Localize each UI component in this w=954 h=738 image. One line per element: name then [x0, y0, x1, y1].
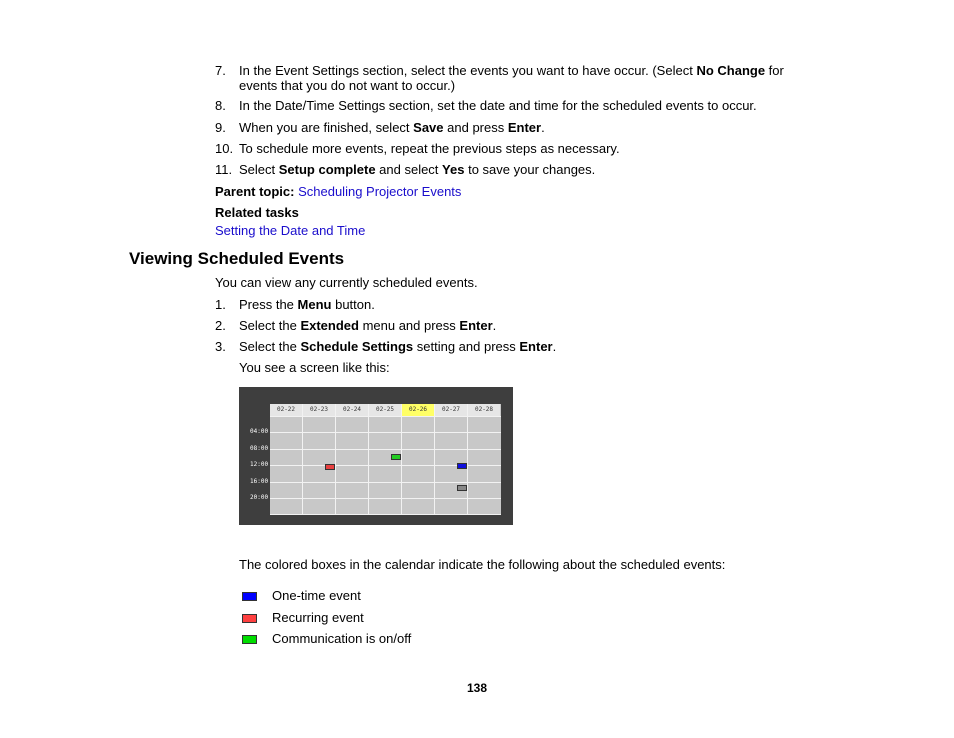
- recurring-event-marker: [325, 464, 335, 470]
- day-header: 02-23: [303, 404, 335, 416]
- grid-row-line: [270, 449, 501, 450]
- step-text: In the Date/Time Settings section, set the date and time for the scheduled events to occur.: [239, 98, 757, 113]
- schedule-calendar-grid: [270, 404, 501, 514]
- day-header: 02-27: [435, 404, 467, 416]
- schedule-settings-screen: [239, 387, 513, 525]
- step-text: To schedule more events, repeat the previous steps as necessary.: [239, 141, 620, 156]
- grid-row-line: [270, 416, 501, 417]
- step-text: Press the Menu button.: [239, 297, 375, 312]
- see-screen-text: You see a screen like this:: [239, 360, 390, 375]
- time-label: 12:00: [250, 461, 269, 469]
- day-header: 02-24: [336, 404, 368, 416]
- step-text: Select the Extended menu and press Enter.: [239, 318, 497, 333]
- step-number: 11.: [215, 162, 233, 177]
- communication-event-marker: [391, 454, 401, 460]
- step-number: 3.: [215, 339, 226, 354]
- grid-row-line: [270, 432, 501, 433]
- parent-topic-label: Parent topic:: [215, 184, 295, 199]
- one-time-event-marker: [457, 463, 467, 469]
- recurring-event-swatch: [242, 614, 257, 623]
- section-intro: You can view any currently scheduled events.: [215, 275, 478, 290]
- legend-intro: The colored boxes in the calendar indicate the following about the scheduled events:: [239, 557, 726, 572]
- legend-label: Communication is on/off: [272, 631, 412, 646]
- step-number: 7.: [215, 63, 226, 78]
- grid-row-line: [270, 498, 501, 499]
- day-header: 02-25: [369, 404, 401, 416]
- communication-swatch: [242, 635, 257, 644]
- step-number: 10.: [215, 141, 234, 156]
- grid-row-line: [270, 482, 501, 483]
- time-label: 16:00: [250, 477, 269, 485]
- grid-row-line: [270, 514, 501, 515]
- time-label: 08:00: [250, 444, 269, 452]
- parent-topic-link[interactable]: Scheduling Projector Events: [298, 184, 462, 199]
- related-tasks-heading: Related tasks: [215, 205, 299, 220]
- step-7-line2: events that you do not want to occur.): [239, 78, 456, 93]
- step-text: [239, 63, 784, 93]
- step-text: When you are finished, select Save and press Enter.: [239, 120, 545, 135]
- step-text: Select the Schedule Settings setting and press Enter.: [239, 339, 557, 354]
- legend-label: One-time event: [272, 588, 361, 603]
- step-number: 9.: [215, 120, 226, 135]
- day-header: 02-26: [402, 404, 434, 416]
- time-label: 04:00: [250, 428, 269, 436]
- section-title: Viewing Scheduled Events: [129, 249, 345, 268]
- step-number: 1.: [215, 297, 226, 312]
- parent-topic: [215, 184, 461, 199]
- other-event-marker: [457, 485, 467, 491]
- one-time-event-swatch: [242, 592, 257, 601]
- page-number: 138: [466, 681, 488, 695]
- step-7-line1: In the Event Settings section, select the events you want to have occur. (Select No Change for: [239, 63, 784, 78]
- legend-label: Recurring event: [272, 610, 364, 625]
- step-text: Select Setup complete and select Yes to save your changes.: [239, 162, 596, 177]
- related-task-link[interactable]: Setting the Date and Time: [215, 223, 366, 238]
- time-label: 20:00: [250, 494, 269, 501]
- day-header: 02-28: [468, 404, 500, 416]
- day-header: 02-22: [270, 404, 302, 416]
- step-number: 2.: [215, 318, 226, 333]
- step-number: 8.: [215, 98, 226, 113]
